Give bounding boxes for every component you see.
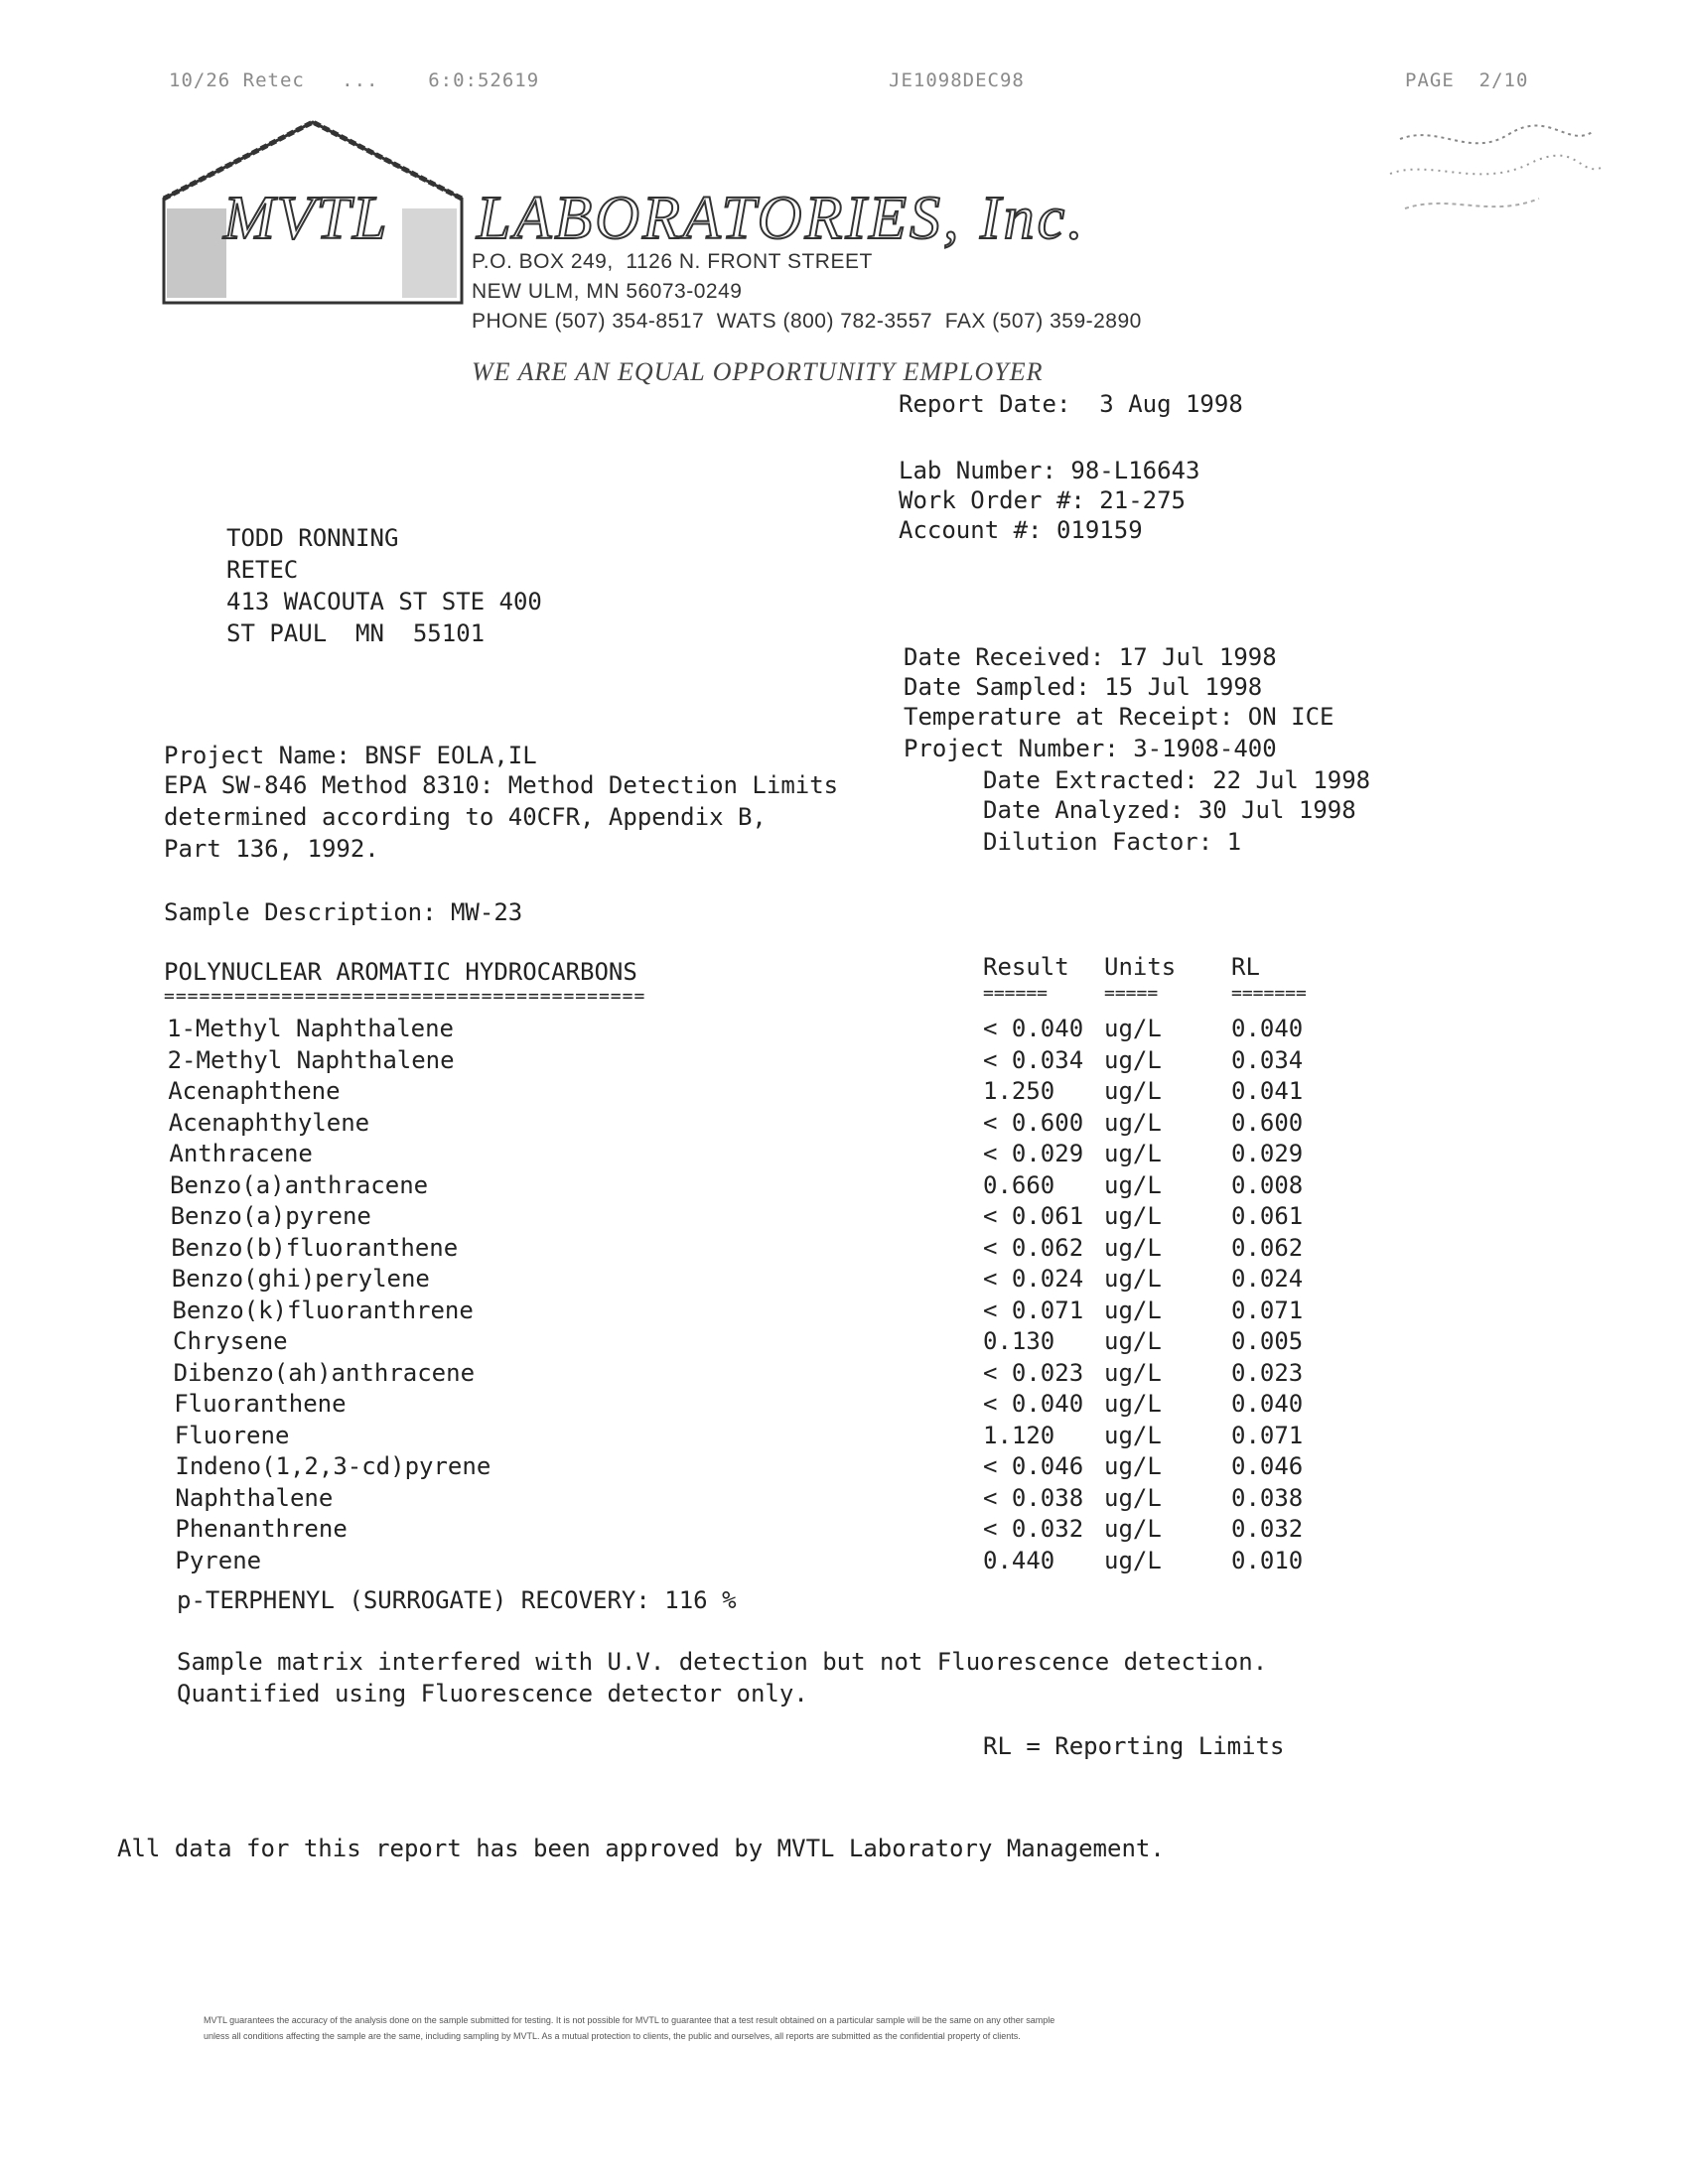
rl-value: 0.046 [1231,1452,1304,1480]
compound-name: Benzo(b)fluoranthene [171,1234,459,1262]
units-value: ug/L [1104,1452,1162,1480]
lab-eoe-statement: WE ARE AN EQUAL OPPORTUNITY EMPLOYER [472,357,1044,386]
client-street: 413 WACOUTA ST STE 400 [226,588,542,615]
units-value: ug/L [1104,1265,1162,1293]
rl-value: 0.029 [1231,1140,1304,1167]
compound-name: Benzo(ghi)perylene [171,1265,430,1293]
rl-value: 0.023 [1231,1359,1304,1387]
compound-name: Fluoranthene [174,1390,347,1418]
client-city: ST PAUL MN 55101 [226,619,486,647]
units-value: ug/L [1104,1327,1162,1355]
rl-value: 0.024 [1231,1265,1304,1293]
result-value: < 0.024 [983,1265,1084,1293]
result-value: < 0.023 [983,1359,1084,1387]
method-line-3: Part 136, 1992. [164,835,379,863]
rl-value: 0.008 [1231,1171,1304,1199]
footer-disclaimer-line1: MVTL guarantees the accuracy of the analysis done on the sample submitted for testing. It is not possible for MVTL to guarantee that a test result obtained on a particular sample will be the same on any other sample [204,2015,1055,2025]
column-underline-units: ===== [1104,983,1159,1004]
project-name: Project Name: BNSF EOLA,IL [164,742,537,769]
fax-header-left: 10/26 Retec ... 6:0:52619 [169,69,540,91]
sample-description: Sample Description: MW-23 [164,898,523,926]
compound-name: Phenanthrene [175,1515,348,1543]
units-value: ug/L [1104,1015,1162,1042]
method-line-1: EPA SW-846 Method 8310: Method Detection Limits [164,771,839,799]
fax-header-center: JE1098DEC98 [889,69,1025,91]
units-value: ug/L [1104,1234,1162,1262]
compound-name: 1-Methyl Naphthalene [167,1015,454,1042]
method-line-2: determined according to 40CFR, Appendix B, [164,803,767,831]
result-value: < 0.038 [983,1484,1084,1512]
date-extracted: Date Extracted: 22 Jul 1998 [983,766,1371,794]
note-matrix-interference: Sample matrix interfered with U.V. detection but not Fluorescence detection. [177,1648,1268,1676]
units-value: ug/L [1104,1359,1162,1387]
rl-value: 0.600 [1231,1109,1304,1137]
units-value: ug/L [1104,1140,1162,1167]
units-value: ug/L [1104,1046,1162,1074]
handwritten-mark-icon [1380,119,1609,228]
fax-header-right: PAGE 2/10 [1405,69,1529,91]
compound-name: Benzo(k)fluoranthrene [172,1297,474,1324]
compound-name: Acenaphthylene [168,1109,370,1137]
compound-name: Chrysene [173,1327,288,1355]
work-order: Work Order #: 21-275 [899,486,1186,514]
result-value: < 0.071 [983,1297,1084,1324]
date-analyzed: Date Analyzed: 30 Jul 1998 [983,796,1356,824]
units-value: ug/L [1104,1390,1162,1418]
logo-mvtl-text: MVTL [223,185,389,252]
rl-value: 0.005 [1231,1327,1304,1355]
table-title: POLYNUCLEAR AROMATIC HYDROCARBONS [164,958,637,986]
rl-value: 0.071 [1231,1422,1304,1449]
footer-disclaimer-line2: unless all conditions affecting the sample are the same, including sampling by MVTL. As a mutual protection to clients, the public and ourselves, all reports are submitted as the confidential property of clients. [204,2031,1021,2041]
units-value: ug/L [1104,1077,1162,1105]
result-value: 0.440 [983,1547,1055,1574]
compound-name: Dibenzo(ah)anthracene [173,1359,476,1387]
column-header-rl: RL [1231,953,1260,981]
rl-value: 0.034 [1231,1046,1304,1074]
result-value: 1.250 [983,1077,1055,1105]
account-number: Account #: 019159 [899,516,1143,544]
result-value: 1.120 [983,1422,1055,1449]
compound-name: Benzo(a)pyrene [170,1202,371,1230]
note-fluorescence-only: Quantified using Fluorescence detector only. [177,1680,808,1707]
units-value: ug/L [1104,1484,1162,1512]
approval-statement: All data for this report has been approved by MVTL Laboratory Management. [117,1835,1165,1862]
column-header-result: Result [983,953,1069,981]
rl-value: 0.041 [1231,1077,1304,1105]
column-underline-rl: ======= [1231,983,1307,1004]
compound-name: Pyrene [175,1547,262,1574]
compound-name: Benzo(a)anthracene [170,1171,429,1199]
compound-name: Indeno(1,2,3-cd)pyrene [175,1452,491,1480]
rl-legend: RL = Reporting Limits [983,1732,1285,1760]
result-value: < 0.040 [983,1390,1084,1418]
report-date: Report Date: 3 Aug 1998 [899,390,1243,418]
lab-number: Lab Number: 98-L16643 [899,457,1200,484]
result-value: < 0.046 [983,1452,1084,1480]
rl-value: 0.040 [1231,1015,1304,1042]
date-sampled: Date Sampled: 15 Jul 1998 [904,673,1263,701]
units-value: ug/L [1104,1547,1162,1574]
units-value: ug/L [1104,1109,1162,1137]
units-value: ug/L [1104,1171,1162,1199]
date-received: Date Received: 17 Jul 1998 [904,643,1277,671]
rl-value: 0.071 [1231,1297,1304,1324]
surrogate-recovery: p-TERPHENYL (SURROGATE) RECOVERY: 116 % [177,1586,737,1614]
lab-phone-line: PHONE (507) 354-8517 WATS (800) 782-3557 FAX (507) 359-2890 [472,310,1142,333]
rl-value: 0.038 [1231,1484,1304,1512]
result-value: < 0.029 [983,1140,1084,1167]
result-value: 0.130 [983,1327,1055,1355]
units-value: ug/L [1104,1422,1162,1449]
result-value: < 0.032 [983,1515,1084,1543]
rl-value: 0.010 [1231,1547,1304,1574]
result-value: < 0.034 [983,1046,1084,1074]
compound-name: Naphthalene [175,1484,334,1512]
result-value: < 0.061 [983,1202,1084,1230]
compound-name: 2-Methyl Naphthalene [167,1046,455,1074]
lab-name: LABORATORIES, Inc. [477,185,1086,252]
compound-name: Fluorene [174,1422,290,1449]
units-value: ug/L [1104,1515,1162,1543]
rl-value: 0.032 [1231,1515,1304,1543]
result-value: < 0.062 [983,1234,1084,1262]
compound-name: Acenaphthene [168,1077,341,1105]
compound-name: Anthracene [169,1140,313,1167]
client-name: TODD RONNING [226,524,399,552]
rl-value: 0.062 [1231,1234,1304,1262]
units-value: ug/L [1104,1202,1162,1230]
dilution-factor: Dilution Factor: 1 [983,828,1242,856]
column-underline-result: ====== [983,983,1049,1004]
rl-value: 0.061 [1231,1202,1304,1230]
result-value: 0.660 [983,1171,1055,1199]
lab-address-line2: NEW ULM, MN 56073-0249 [472,280,743,303]
result-value: < 0.600 [983,1109,1084,1137]
table-title-underline: ========================================= [164,986,646,1007]
result-value: < 0.040 [983,1015,1084,1042]
client-company: RETEC [226,556,299,584]
temperature-at-receipt: Temperature at Receipt: ON ICE [904,703,1334,731]
rl-value: 0.040 [1231,1390,1304,1418]
column-header-units: Units [1104,953,1177,981]
units-value: ug/L [1104,1297,1162,1324]
project-number: Project Number: 3-1908-400 [904,735,1277,762]
lab-address-line1: P.O. BOX 249, 1126 N. FRONT STREET [472,250,873,273]
